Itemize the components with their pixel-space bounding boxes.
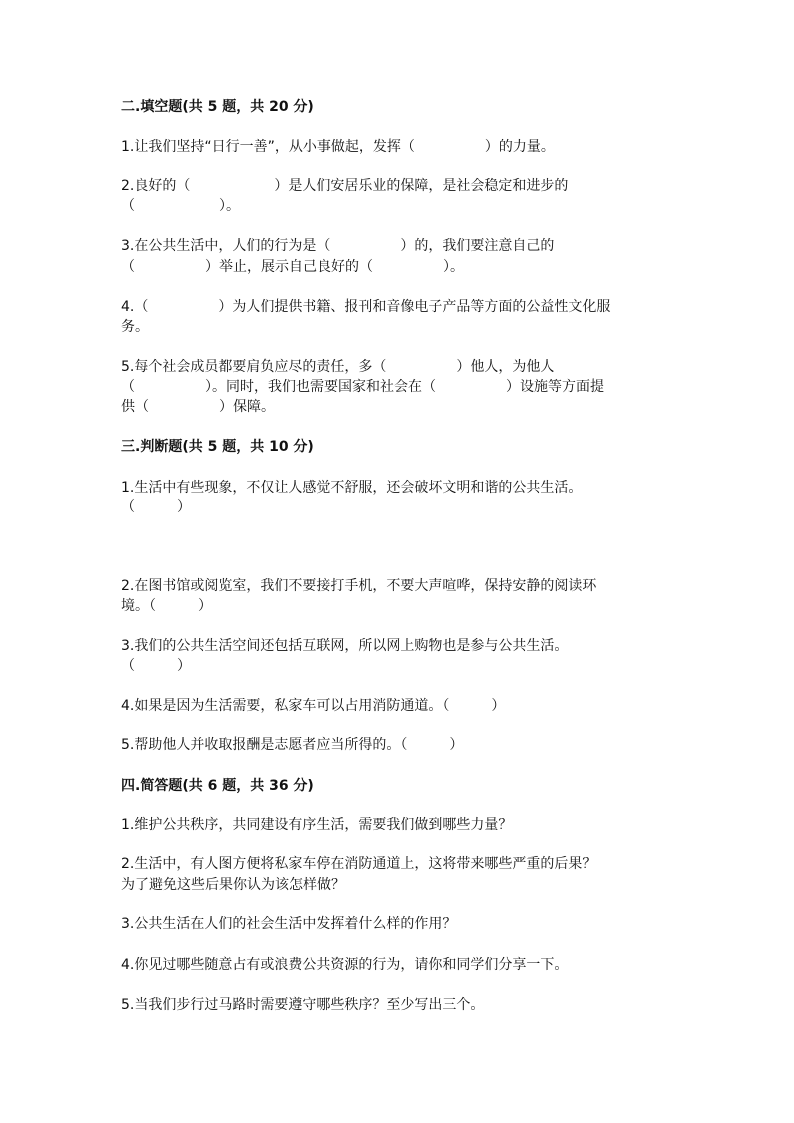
sa-q3-line1: 3.公共生活在人们的社会生活中发挥着什么样的作用？ bbox=[121, 916, 457, 932]
fill-q3-line2: （ ）举止，展示自己良好的（ ）。 bbox=[121, 259, 464, 275]
fill-q1-line1: 1.让我们坚持“日行一善”，从小事做起，发挥（ ）的力量。 bbox=[121, 139, 555, 155]
sa-q2-line1: 2.生活中，有人图方便将私家车停在消防通道上，这将带来哪些严重的后果？ bbox=[121, 856, 597, 872]
tf-q2-line1: 2.在图书馆或阅览室，我们不要接打手机，不要大声喧哗，保持安静的阅读环 bbox=[121, 578, 597, 594]
fill-q5-line3: 供（ ）保障。 bbox=[121, 399, 275, 415]
tf-q5-line1: 5.帮助他人并收取报酬是志愿者应当所得的。（ ） bbox=[121, 737, 464, 753]
fill-q5-line2: （ ）。同时，我们也需要国家和社会在（ ）设施等方面提 bbox=[121, 379, 604, 395]
fill-q3-line1: 3.在公共生活中，人们的行为是（ ）的，我们要注意自己的 bbox=[121, 238, 555, 254]
fill-q4-line1: 4.（ ）为人们提供书籍、报刊和音像电子产品等方面的公益性文化服 bbox=[121, 299, 611, 315]
section-heading-true-false: 三.判断题(共 5 题，共 10 分) bbox=[121, 439, 314, 455]
fill-q4-line2: 务。 bbox=[121, 319, 149, 335]
tf-q1-line1: 1.生活中有些现象，不仅让人感觉不舒服，还会破坏文明和谐的公共生活。 bbox=[121, 480, 583, 496]
tf-q3-line1: 3.我们的公共生活空间还包括互联网，所以网上购物也是参与公共生活。 bbox=[121, 638, 569, 654]
tf-q1-line2: （ ） bbox=[121, 499, 191, 515]
tf-q4-line1: 4.如果是因为生活需要，私家车可以占用消防通道。（ ） bbox=[121, 698, 506, 714]
fill-q2-line1: 2.良好的（ ）是人们安居乐业的保障，是社会稳定和进步的 bbox=[121, 178, 569, 194]
sa-q2-line2: 为了避免这些后果你认为该怎样做？ bbox=[121, 877, 345, 893]
section-heading-fill-in: 二.填空题(共 5 题，共 20 分) bbox=[121, 99, 314, 115]
fill-q5-line1: 5.每个社会成员都要肩负应尽的责任，多（ ）他人，为他人 bbox=[121, 359, 555, 375]
tf-q3-line2: （ ） bbox=[121, 658, 191, 674]
sa-q5-line1: 5.当我们步行过马路时需要遵守哪些秩序？至少写出三个。 bbox=[121, 997, 485, 1013]
sa-q1-line1: 1.维护公共秩序，共同建设有序生活，需要我们做到哪些力量？ bbox=[121, 817, 513, 833]
fill-q2-line2: （ ）。 bbox=[121, 198, 240, 214]
tf-q2-line2: 境。（ ） bbox=[121, 598, 212, 614]
section-heading-short-answer: 四.简答题(共 6 题，共 36 分) bbox=[121, 778, 314, 794]
sa-q4-line1: 4.你见过哪些随意占有或浪费公共资源的行为，请你和同学们分享一下。 bbox=[121, 957, 569, 973]
